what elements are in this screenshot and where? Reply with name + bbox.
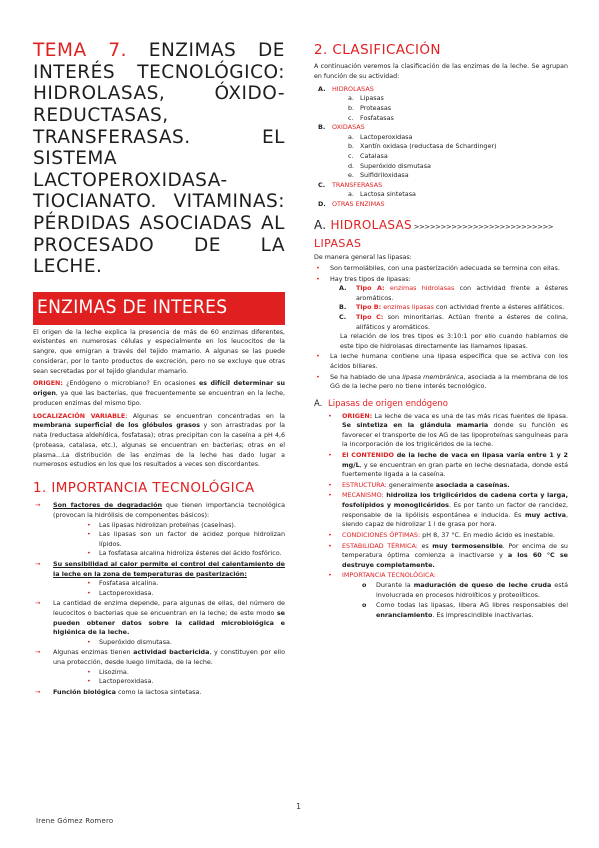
list-item: • CONDICIONES ÓPTIMAS: pH 8, 37 °C. En medio ácido es inestable. [326,531,568,541]
left-column [33,40,285,698]
section-banner: ENZIMAS DE INTERES [33,292,285,325]
class-group: D. OTRAS ENZIMAS [318,200,385,209]
list-item: a. Lactosa sintetasa [348,190,416,199]
importancia-list [33,501,285,697]
list-item: • Son termolábiles, con una pasterización adecuada se termina con ellas. [314,264,568,274]
list-item: C. Tipo C: son minoritarias. Actúan frente a ésteres de colina, alifáticos y aromáticos. [339,312,568,331]
title-prefix: TEMA 7. [33,40,128,61]
list-item: • IMPORTANCIA TECNOLÓGICA: o Durante la maduración de queso de leche cruda está involucrada en procesos hidrolíticos y proteolíticos. o Como todas las lipasas, libera AG libres responsables del enranciamiento. Es imprescindible inactivarlas. [326,571,568,620]
right-column [314,40,568,621]
list-item: e. Sulfidriloxidasa [348,171,409,180]
list-item: • Hay tres tipos de lipasas: A. Tipo A: enzimas hidrolasas con actividad frente a ésteres aromáticos. B. Tipo B: enzimas lipasas con actividad frente a ésteres alifáticos. C. Tipo C: son minoritarias. Actúan frente a ésteres de colina, alifáticos y aromáticos. La relación de los tres tipos es 3:10:1 por ello cuando hablamos de este tipo de hidrolasas directamente las llamamos lipasas. [314,275,568,352]
list-item: → Función biológica como la lactosa sintetasa. [33,688,285,698]
list-item: a. Lactoperoxidasa [348,132,413,141]
title-text: ENZIMAS DE INTERÉS TECNOLÓGICO: HIDROLASAS, ÓXIDO-REDUCTASAS, TRANSFERASAS. EL SISTEMA LACTOPEROXIDASA-TIOCIANATO. VITAMINAS: PÉRDIDAS ASOCIADAS AL PROCESADO DE LA LECHE. [33,40,285,278]
list-item: o Durante la maduración de queso de leche cruda está involucrada en procesos hidrolíticos y proteolíticos. [342,581,568,600]
list-item: • La leche humana contiene una lipasa específica que se activa con los ácidos biliares. [314,352,568,371]
list-item: • ESTRUCTURA: generalmente asociada a caseínas. [326,481,568,491]
page-number: 1 [296,802,302,811]
list-item: A. Tipo A: enzimas hidrolasas con actividad frente a ésteres aromáticos. [339,284,568,302]
author-name: Irene Gómez Romero [36,817,114,825]
list-item: • La fosfatasa alcalina hidroliza ésteres del ácido fosfórico. [53,549,285,559]
hidrolasas-heading: A. HIDROLASAS >>>>>>>>>>>>>>>>>>>>>>>>>> [314,217,554,232]
list-item: c. Fosfatasas [348,113,394,122]
list-item: • Fosfatasa alcalina. [53,579,285,589]
section-heading-clasificacion: 2. CLASIFICACIÓN [314,42,441,58]
document-title [33,40,285,278]
list-item: b. Xantín oxidasa (reductasa de Schardinger) [348,142,497,151]
list-item: • Las lipasas hidrolizan proteínas (caseínas). [53,521,285,531]
list-item: • El CONTENIDO de la leche de vaca en lipasa varía entre 1 y 2 mg/L, y se encuentran en gran parte en leche desnatada, donde está fuertemente ligada a la caseína. [326,451,568,480]
section-heading-importancia: 1. IMPORTANCIA TECNOLÓGICA [33,480,255,497]
endogeno-list [326,412,568,621]
list-item: → La cantidad de enzima depende, para algunas de ellas, del número de leucocitos o bacterias que se encuentran en la leche; de este modo se pueden obtener datos sobre la calidad microbiológica e higiénica de la leche. • Superóxido dismutasa. [33,599,285,647]
list-item: • ORIGEN: La leche de vaca es una de las más ricas fuentes de lipasa. Se sintetiza en la glándula mamaria donde su función es favorecer el transporte de los AG de las lipoproteínas sanguíneas para la incorporación de los triglicéridos de la leche. [326,412,568,450]
list-item: c. Catalasa [348,152,388,161]
location-paragraph: LOCALIZACIÓN VARIABLE: Algunas se encuentran concentradas en la membrana superficial de los glóbulos grasos y son arrastradas por la nata (reductasa aldehídica, fosfatasa); otras precipitan con la caseína a pH 4,6 (proteasa, catalasa, etc.), algunas se encuentran en bacterias; otras en el plasma…La distribución de las enzimas de la leche has dado lugar a numerosos estudios en los que los resultados a veces son discordantes. [33,412,285,469]
list-item: • Lisozima. [53,668,285,678]
class-group: A. HIDROLASAS a. Lipasas b. Proteasas c. Fosfatasas [314,85,568,123]
lipasas-heading: LIPASAS [314,236,362,250]
list-item: • Lactoperoxidasa. [53,677,285,687]
classification-list [314,85,568,210]
list-item: a. Lipasas [348,94,384,103]
list-item: B. Tipo B: enzimas lipasas con actividad frente a ésteres alifáticos. [339,303,565,312]
list-item: • Lactoperoxidasa. [53,589,285,599]
intro-paragraph: El origen de la leche explica la presencia de más de 60 enzimas diferentes, existentes en numerosas células y especialmente en los leucocitos de la sangre, que emigran a través del tejido mamario. A algunas se las puede considerar, por lo tanto productos de excreción, pero no se excluye que otras sean secretadas por el tejido glandular mamario. [33,328,285,375]
endogeno-heading: A. Lipasas de origen endógeno [314,398,448,409]
list-item: • Superóxido dismutasa. [53,638,285,648]
list-item: • Las lipasas son un factor de acidez porque hidrolizan lípidos. [53,530,285,549]
origin-paragraph: ORIGEN: ¿Endógeno o microbiano? En ocasiones es difícil determinar su origen, ya que las bacterias, que frecuentemente se encuentran en la leche, producen enzimas del mismo tipo. [33,380,285,407]
list-item: d. Superóxido dismutasa [348,161,431,170]
class-group: B. OXIDASAS a. Lactoperoxidasa b. Xantín oxidasa (reductasa de Schardinger) c. Catalasa d. Superóxido dismutasa e. Sulfidriloxidasa [314,123,568,181]
list-item: b. Proteasas [348,103,392,112]
list-item: • ESTABILIDAD TÉRMICA: es muy termosensible. Por encima de su temperatura óptima comienza a inactivarse y a los 60 °C se destruye completamente. [326,542,568,571]
class-group: C. TRANSFERASAS a. Lactosa sintetasa [314,181,568,200]
list-item: → Son factores de degradación que tienen importancia tecnológica (provocan la hidrólisis de componentes básicos): • Las lipasas hidrolizan proteínas (caseínas). • Las lipasas son un factor de acidez porque hidrolizan lípidos. • La fosfatasa alcalina hidroliza ésteres del ácido fosfórico. [33,501,285,559]
list-item: → Su sensibilidad al calor permite el control del calentamiento de la leche en la zona de temperaturas de pasterización: • Fosfatasa alcalina. • Lactoperoxidasa. [33,560,285,598]
list-item: • Se ha hablado de una lipasa membránica, asociada a la membrana de los GG de la leche pero no tiene interés tecnológico. [314,373,568,392]
lipasas-list [314,264,568,392]
list-item: • MECANISMO: hidroliza los triglicéridos de cadena corta y larga, fosfolípidos y monoglicéridos. Es por tanto un factor de rancidez, responsable de la lipólisis espontánea e inducida. Es muy activa, siendo capaz de hidrolizar 1 l de grasa por hora. [326,491,568,529]
list-item: → Algunas enzimas tienen actividad bactericida, y constituyen por ello una protección, desde luego limitada, de la leche. • Lisozima. • Lactoperoxidasa. [33,648,285,686]
relation-text: La relación de los tres tipos es 3:10:1 por ello cuando hablamos de este tipo de hidrolasas directamente las llamamos lipasas. [340,332,568,350]
clasificacion-intro: A continuación veremos la clasificación de las enzimas de la leche. Se agrupan en función de su actividad: [314,63,568,80]
list-item: o Como todas las lipasas, libera AG libres responsables del enranciamiento. Es imprescindible inactivarlas. [342,601,568,620]
lipasas-intro: De manera general las lipasas: [314,254,412,262]
